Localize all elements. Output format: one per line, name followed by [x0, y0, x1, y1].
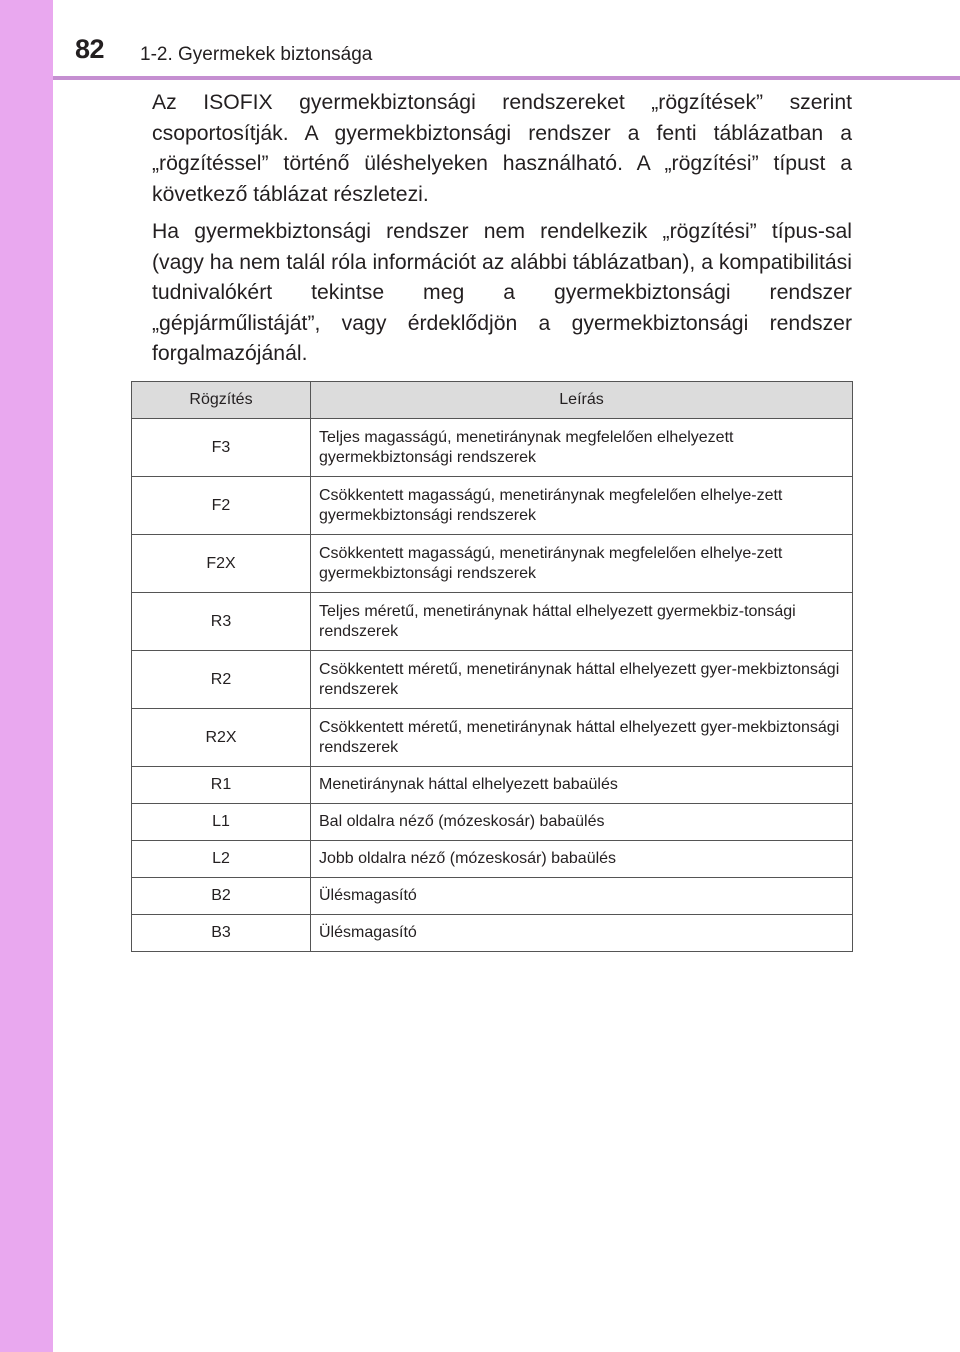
table-row: [132, 477, 853, 535]
column-header-fixture: Rögzítés: [132, 382, 311, 419]
table-row: [132, 767, 853, 804]
fixture-code: R3: [132, 593, 311, 651]
fixture-code: B2: [132, 878, 311, 915]
header-divider: [53, 76, 960, 80]
fixture-code: R2X: [132, 709, 311, 767]
fixture-description: Csökkentett méretű, menetiránynak háttal elhelyezett gyer-mekbiztonsági rendszerek: [311, 709, 853, 767]
fixture-code: R1: [132, 767, 311, 804]
fixture-table: [131, 381, 853, 952]
fixture-description: Teljes méretű, menetiránynak háttal elhelyezett gyermekbiz-tonsági rendszerek: [311, 593, 853, 651]
table-row: [132, 593, 853, 651]
fixture-description: Menetiránynak háttal elhelyezett babaülés: [311, 767, 853, 804]
column-header-description: Leírás: [311, 382, 853, 419]
fixture-description: Csökkentett magasságú, menetiránynak megfelelően elhelye-zett gyermekbiztonsági rendszerek: [311, 535, 853, 593]
fixture-code: L1: [132, 804, 311, 841]
fixture-description: Ülésmagasító: [311, 915, 853, 952]
fixture-code: F2X: [132, 535, 311, 593]
table-row: [132, 709, 853, 767]
table-row: [132, 651, 853, 709]
fixture-code: B3: [132, 915, 311, 952]
table-header-row: [132, 382, 853, 419]
intro-paragraph: Az ISOFIX gyermekbiztonsági rendszereket „rögzítések” szerint csoportosítják. A gyermekbiztonsági rendszer a fenti táblázatban a „rögzítéssel” történő üléshelyeken használható. A „rögzítési” típust a következő táblázat részletezi.: [152, 91, 852, 206]
fixture-description: Teljes magasságú, menetiránynak megfelelően elhelyezett gyermekbiztonsági rendszerek: [311, 419, 853, 477]
side-color-tab: [0, 0, 53, 1352]
fixture-code: L2: [132, 841, 311, 878]
fixture-description: Ülésmagasító: [311, 878, 853, 915]
table-row: [132, 535, 853, 593]
table-row: [132, 804, 853, 841]
page-number: 82: [75, 34, 105, 64]
fixture-code: F3: [132, 419, 311, 477]
table-row: [132, 915, 853, 952]
table-row: [132, 841, 853, 878]
table-row: [132, 419, 853, 477]
fixture-description: Jobb oldalra néző (mózeskosár) babaülés: [311, 841, 853, 878]
fixture-code: F2: [132, 477, 311, 535]
fixture-description: Csökkentett méretű, menetiránynak háttal elhelyezett gyer-mekbiztonsági rendszerek: [311, 651, 853, 709]
section-title: 1-2. Gyermekek biztonsága: [140, 44, 373, 65]
table-row: [132, 878, 853, 915]
fixture-description: Csökkentett magasságú, menetiránynak megfelelően elhelye-zett gyermekbiztonsági rendszerek: [311, 477, 853, 535]
fixture-description: Bal oldalra néző (mózeskosár) babaülés: [311, 804, 853, 841]
fixture-code: R2: [132, 651, 311, 709]
compatibility-paragraph: Ha gyermekbiztonsági rendszer nem rendelkezik „rögzítési” típus-sal (vagy ha nem talál róla információt az alábbi táblázatban), a kompatibilitási tudnivalókért tekintse meg a gyermekbiztonsági rendszer „gépjárműlistáját”, vagy érdeklődjön a gyermekbiztonsági rendszer forgalmazójánál.: [152, 220, 852, 366]
